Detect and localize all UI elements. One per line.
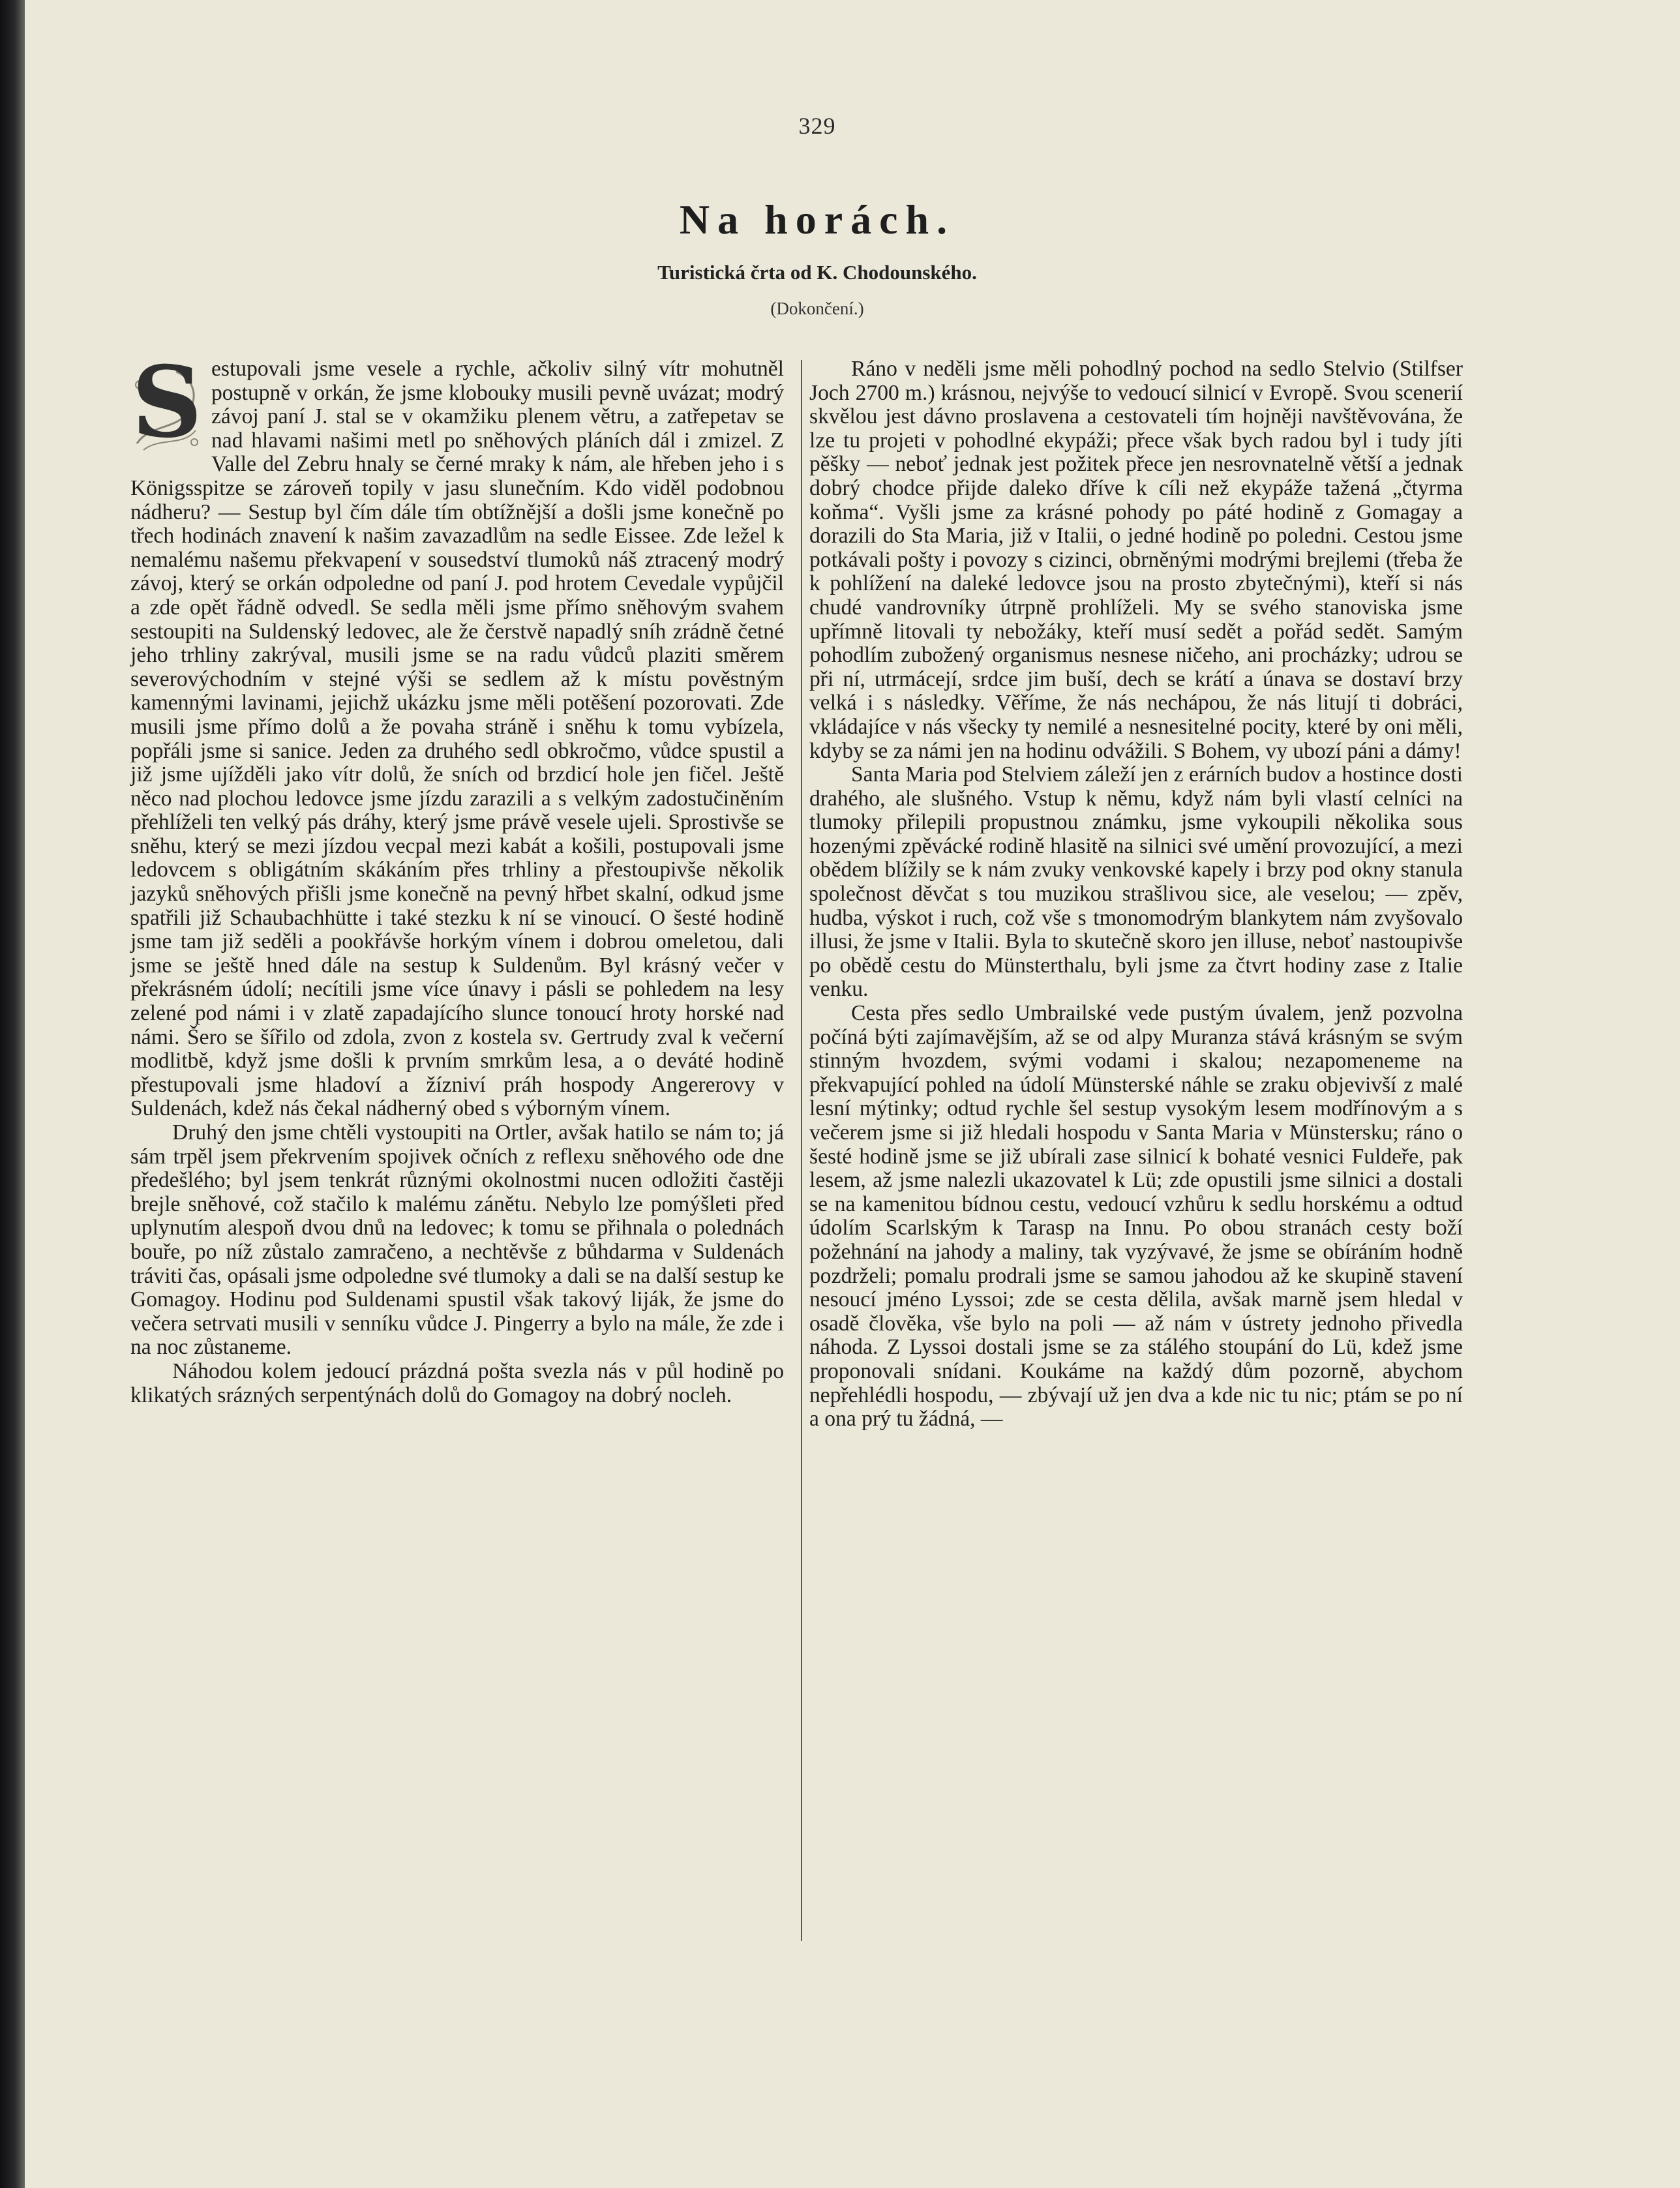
article-title: Na horách. bbox=[679, 196, 955, 243]
drop-cap-letter: S bbox=[131, 345, 203, 460]
column-divider bbox=[801, 360, 802, 1941]
paragraph: Santa Maria pod Stelviem záleží jen z erárních budov a hostince dosti drahého, ale slušného. Vstup k němu, když nám byli vlastí celníci na tlumoky přilepili propustnou známku, jsme vykoupili několika sous hozenými zpěvácké rodině hlasitě na silnici své umění provozující, a mezi obědem blížily se k nám zvuky venkovské kapely i brzy pod okny stanula společnost děvčat s tou muzikou strašlivou sice, ale veselou; — zpěv, hudba, výskot i ruch, což vše s tmonomodrým blankytem nám zvyšovalo illusi, že jsme v Italii. Byla to skutečně skoro jen illuse, neboť nastoupivše po obědě cestu do Münsterthalu, byli jsme za čtvrt hodiny zase z Italie venku. bbox=[809, 762, 1463, 1002]
paragraph bbox=[130, 345, 784, 1121]
right-column bbox=[809, 357, 1463, 1431]
page-number: 329 bbox=[798, 113, 836, 139]
article-subtitle: Turistická črta od K. Chodounského. bbox=[657, 261, 977, 284]
book-page bbox=[25, 0, 1680, 2188]
paragraph: Náhodou kolem jedoucí prázdná pošta svezla nás v půl hodině po klikatých srázných serpentýnách dolů do Gomagoy na dobrý nocleh. bbox=[130, 1358, 784, 1407]
paragraph: Cesta přes sedlo Umbrailské vede pustým úvalem, jenž pozvolna počíná býti zajímavějším, až se od alpy Muranza stává krásným se svým stinným hvozdem, svými vodami i skalou; nezapomeneme na překvapující pohled na údolí Münsterské náhle se zraku objevivší z malé lesní mýtinky; odtud rychle šel sestup vysokým lesem modřínovým a s večerem jsme si již hledali hospodu v Santa Maria v Münstersku; ráno o šesté hodině jsme se již ubírali zase silnicí k bohaté vesnici Fuldeře, pak lesem, až jsme nalezli ukazovatel k Lü; zde opustili jsme silnici a dostali se na kamenitou bídnou cestu, vedoucí vzhůru k sedlu horskému a odtud údolím Scarlským k Tarasp na Innu. Po obou stranách cesty boží požehnání na jahody a maliny, tak vyzývavé, že jsme se obíráním hodně pozdrželi; pomalu prodrali jsme se samou jahodou až ke skupině stavení nesoucí jméno Lyssoi; zde se cesta dělila, avšak marně jsem hledal v osadě člověka, vše bylo na poli — až nám v ústrety jednoho přivedla náhoda. Z Lyssoi dostali jsme se za stálého stoupání do Lü, kdež jsme proponovali snídani. Koukáme na každý dům pozorně, abychom nepřehlédli hospodu, — zbývají už jen dva a kde nic tu nic; ptám se po ní a ona prý tu žádná, — bbox=[809, 1001, 1463, 1431]
continued-note: (Dokončení.) bbox=[770, 299, 864, 318]
paragraph: Druhý den jsme chtěli vystoupiti na Ortler, avšak hatilo se nám to; já sám trpěl jsem překrvením spojivek očních z reflexu sněhového ode dne předešlého; byl jsem tenkrát různými okolnostmi nucen odložiti častěji brejle sněhové, což stačilo k malému zánětu. Nebylo lze pomýšleti před uplynutím alespoň dvou dnů na ledovec; k tomu se přihnala o polednách bouře, po níž zůstalo zamračeno, a nechtěvše z bůhdarma v Suldenách tráviti čas, opásali jsme odpoledne své tlumoky a dali se na další sestup ke Gomagoy. Hodinu pod Suldenami spustil však takový liják, že jsme do večera setrvati musili v senníku vůdce J. Pingerry a bylo na mále, že zde i na noc zůstaneme. bbox=[130, 1120, 784, 1360]
drop-cap-ornament bbox=[130, 345, 203, 460]
book-binding bbox=[0, 0, 25, 2188]
paragraph: Ráno v neděli jsme měli pohodlný pochod na sedlo Stelvio (Stilfser Joch 2700 m.) krásnou, nejvýše to vedoucí silnicí v Evropě. Svou scenerií skvělou jest dávno proslavena a cestovateli tím hojněji navštěvována, že lze tu projeti v pohodlné ekypáži; přece však bych radou byl i tudy jíti pěšky — neboť jednak jest požitek přece jen nesrovnatelně větší a jednak dobrý chodce přijde daleko dříve k cíli než ekypáže tažená „čtyrma koňma“. Vyšli jsme za krásné pohody po páté hodině z Gomagay a dorazili do Sta Maria, již v Italii, o jedné hodině po poledni. Cestou jsme potkávali pošty i povozy s cizinci, obrněnými modrými brejlemi (třeba že k pohlížení na daleké ledovce jsou na prosto zbytečnými), kteří si nás chudé vandrovníky útrpně prohlíželi. My se svého stanoviska jsme upřímně litovali ty nebožáky, kteří musí sedět a pořád sedět. Samým pohodlím zubožený organismus nesnese ničeho, ani procházky; udrou se při ní, utrmácejí, srdce jim buší, dech se krátí a únava se dostaví brzy velká i s následky. Věříme, že nás nechápou, že nás litují ti dobráci, vkládajíce v nás všecky ty nemilé a nesnesitelné pocity, které by oni měli, kdyby se za námi jen na hodinu odvážili. S Bohem, vy ubozí páni a dámy! bbox=[809, 357, 1463, 763]
paragraph-text: estupovali jsme vesele a rychle, ačkoliv silný vítr mohutněl postupně v orkán, že jsme klobouky musili pevně uvázat; modrý závoj paní J. stal se v okamžiku plenem větru, a zatřepetav se nad hlavami našimi metl po sněhových pláních dál i zmizel. Z Valle del Zebru hnaly se černé mraky k nám, ale hřeben jeho i s Königsspitze se zároveň topily v jasu slunečním. Kdo viděl podobnou nádheru? — Sestup byl čím dále tím obtížnější a došli jsme konečně po třech hodinách znavení k našim zavazadlům na sedle Eissee. Zde ležel k nemalému našemu překvapení v sousedství tlumoků náš ztracený modrý závoj, který se orkán odpoledne od paní J. pod hrotem Cevedale vypůjčil a zde opět řádně odvedl. Se sedla měli jsme přímo sněhovým svahem sestoupiti na Suldenský ledovec, ale že čerstvě napadlý sníh zrádně četné jeho trhliny zakrýval, musili jsme se na radu vůdců plaziti směrem severovýchodním v stejné výši se sedlem až k místu pověstným kamennými lavinami, jejichž ukázku jsme měli potěšení pozorovati. Zde musili jsme přímo dolů a že povaha stráně i sněhu k tomu vybízela, popřáli jsme si sanice. Jeden za druhého sedl obkročmo, vůdce spustil a již jsme ujížděli jako vítr dolů, že sních od brzdicí hole jen fičel. Ještě něco nad plochou ledovce jsme jízdu zarazili a s velkým zadostučiněním přehlíželi ten velký pás dráhy, který jsme právě vesele ujeli. Sprostivše se sněhu, který se mezi jízdou vecpal mezi kabát a košili, postupovali jsme ledovcem s obligátním skákáním přes trhliny a přestoupivše několik jazyků sněhových přišli jsme konečně na pevný hřbet skalní, odkud jsme spatřili již Schaubachhütte i také stezku k ní se vinoucí. O šesté hodině jsme tam již seděli a pookřávše horkým vínem i dobrou omeletou, dali jsme se ještě hned dále na sestup k Suldenům. Byl krásný večer v překrásném údolí; necítili jsme více únavy i pásli se pohledem na lesy zelené pod námi i v zlatě zapadajícího slunce tonoucí hroty horské nad námi. Šero se šířilo od zdola, zvon z kostela sv. Gertrudy zval k večerní modlitbě, když jsme došli k prvním smrkům lesa, a o deváté hodině přestupovali jsme hladoví a žízniví práh hospody Angererovy v Suldenách, kdež nás čekal nádherný obed s výborným vínem. bbox=[130, 357, 784, 1121]
left-column bbox=[130, 345, 784, 1407]
